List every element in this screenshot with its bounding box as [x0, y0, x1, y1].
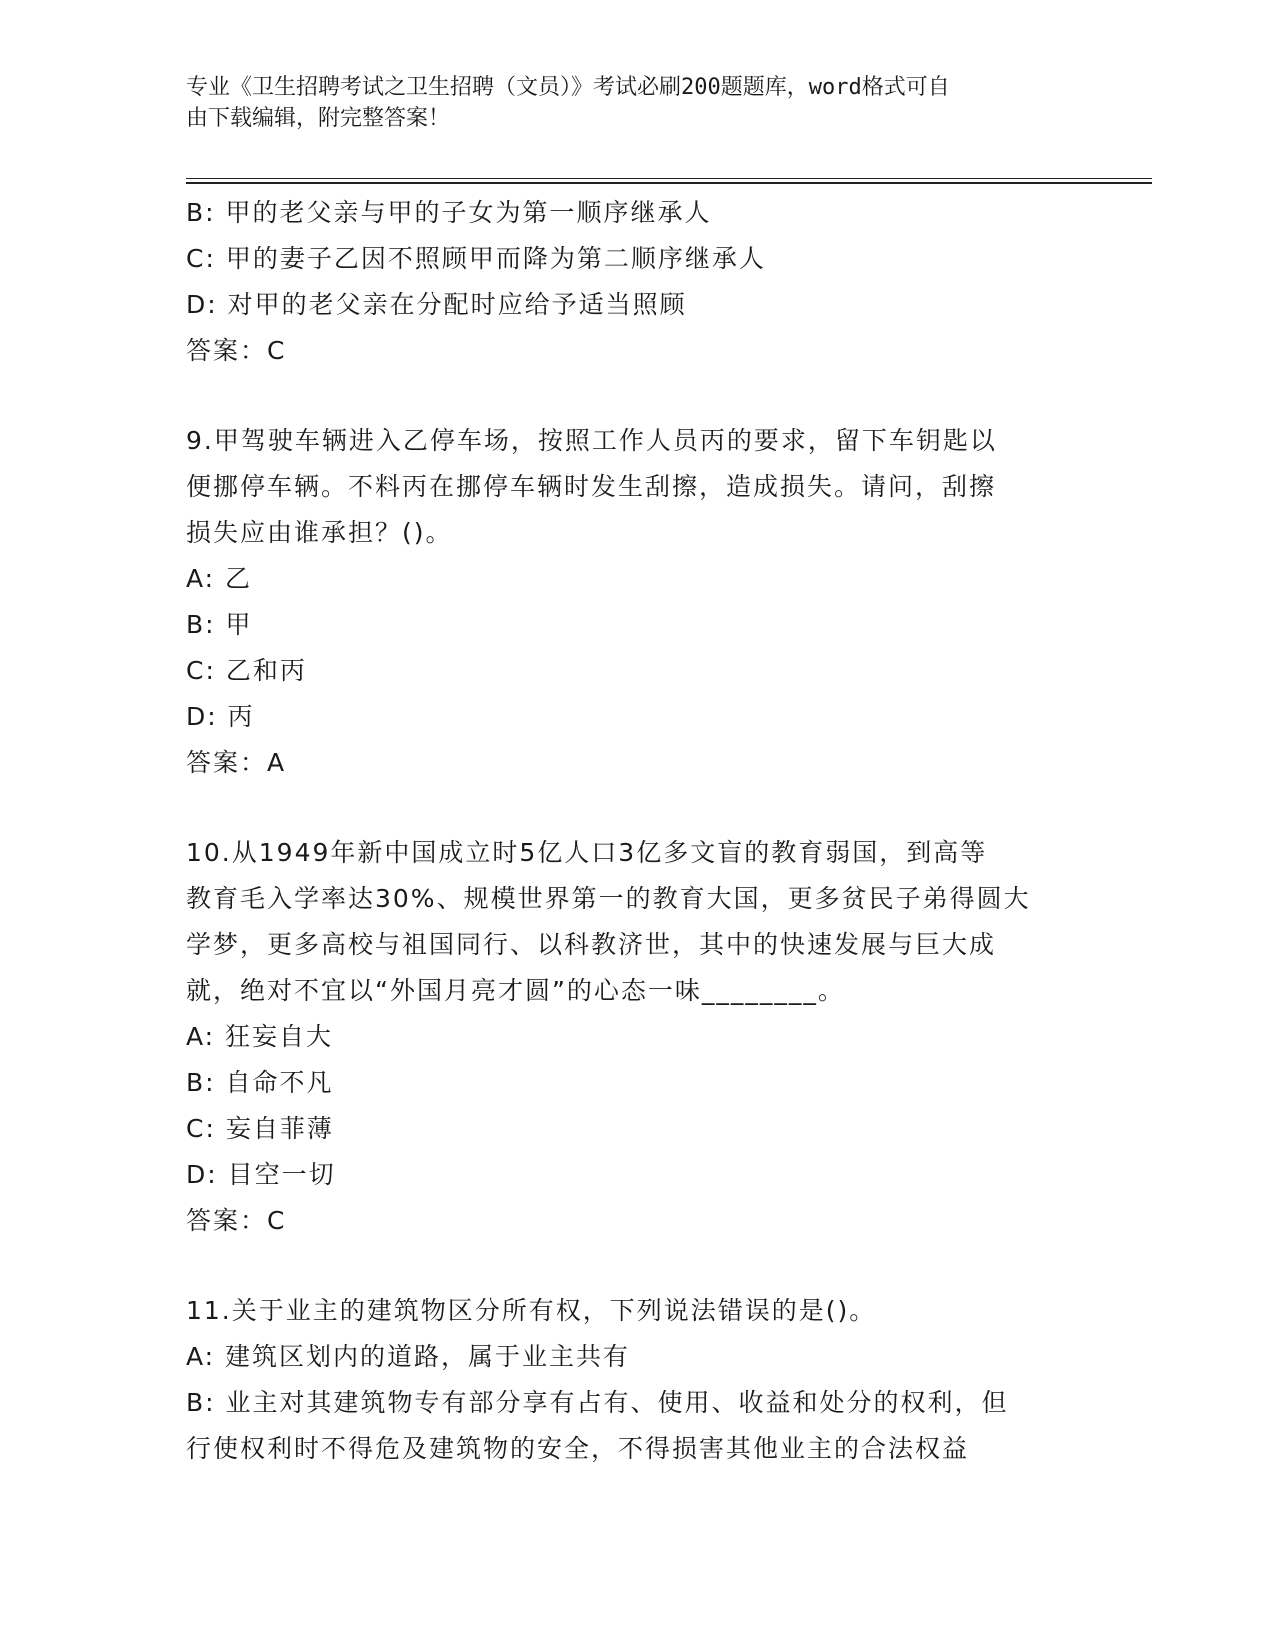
option-line: B: 甲 [186, 610, 253, 639]
header-divider-thick [186, 182, 1152, 184]
question-line: 11.关于业主的建筑物区分所有权，下列说法错误的是()。 [186, 1296, 877, 1325]
option-line: C: 甲的妻子乙因不照顾甲而降为第二顺序继承人 [186, 244, 766, 273]
question-line: 学梦，更多高校与祖国同行、以科教济世，其中的快速发展与巨大成 [186, 930, 997, 959]
header-divider-thin [186, 178, 1152, 179]
option-line: D: 目空一切 [186, 1160, 336, 1189]
option-line: B: 自命不凡 [186, 1068, 334, 1097]
question-line: 就，绝对不宜以“外国月亮才圆”的心态一味________。 [186, 976, 845, 1005]
question-line: 损失应由谁承担？()。 [186, 518, 453, 547]
question-line: 教育毛入学率达30%、规模世界第一的教育大国，更多贫民子弟得圆大 [186, 884, 1031, 913]
option-line: C: 乙和丙 [186, 656, 307, 685]
option-line: 行使权利时不得危及建筑物的安全，不得损害其他业主的合法权益 [186, 1434, 970, 1463]
answer-line: 答案：A [186, 748, 287, 777]
question-line: 9.甲驾驶车辆进入乙停车场，按照工作人员丙的要求，留下车钥匙以 [186, 426, 997, 455]
option-line: D: 对甲的老父亲在分配时应给予适当照顾 [186, 290, 687, 319]
option-line: A: 乙 [186, 564, 253, 593]
question-line: 10.从1949年新中国成立时5亿人口3亿多文盲的教育弱国，到高等 [186, 838, 988, 867]
answer-line: 答案：C [186, 1206, 287, 1235]
option-line: A: 狂妄自大 [186, 1022, 334, 1051]
question-line: 便挪停车辆。不料丙在挪停车辆时发生刮擦，造成损失。请问，刮擦 [186, 472, 997, 501]
document-header [186, 72, 1066, 134]
header-line-2: 由下载编辑，附完整答案！ [186, 106, 451, 131]
option-line: D: 丙 [186, 702, 255, 731]
answer-line: 答案：C [186, 336, 287, 365]
option-line: A: 建筑区划内的道路，属于业主共有 [186, 1342, 631, 1371]
question-content [186, 190, 1086, 1472]
option-line: B: 甲的老父亲与甲的子女为第一顺序继承人 [186, 198, 712, 227]
option-line: C: 妄自菲薄 [186, 1114, 334, 1143]
option-line: B: 业主对其建筑物专有部分享有占有、使用、收益和处分的权利，但 [186, 1388, 1009, 1417]
header-line-1: 专业《卫生招聘考试之卫生招聘（文员）》考试必刷200题题库，word格式可自 [186, 75, 950, 100]
